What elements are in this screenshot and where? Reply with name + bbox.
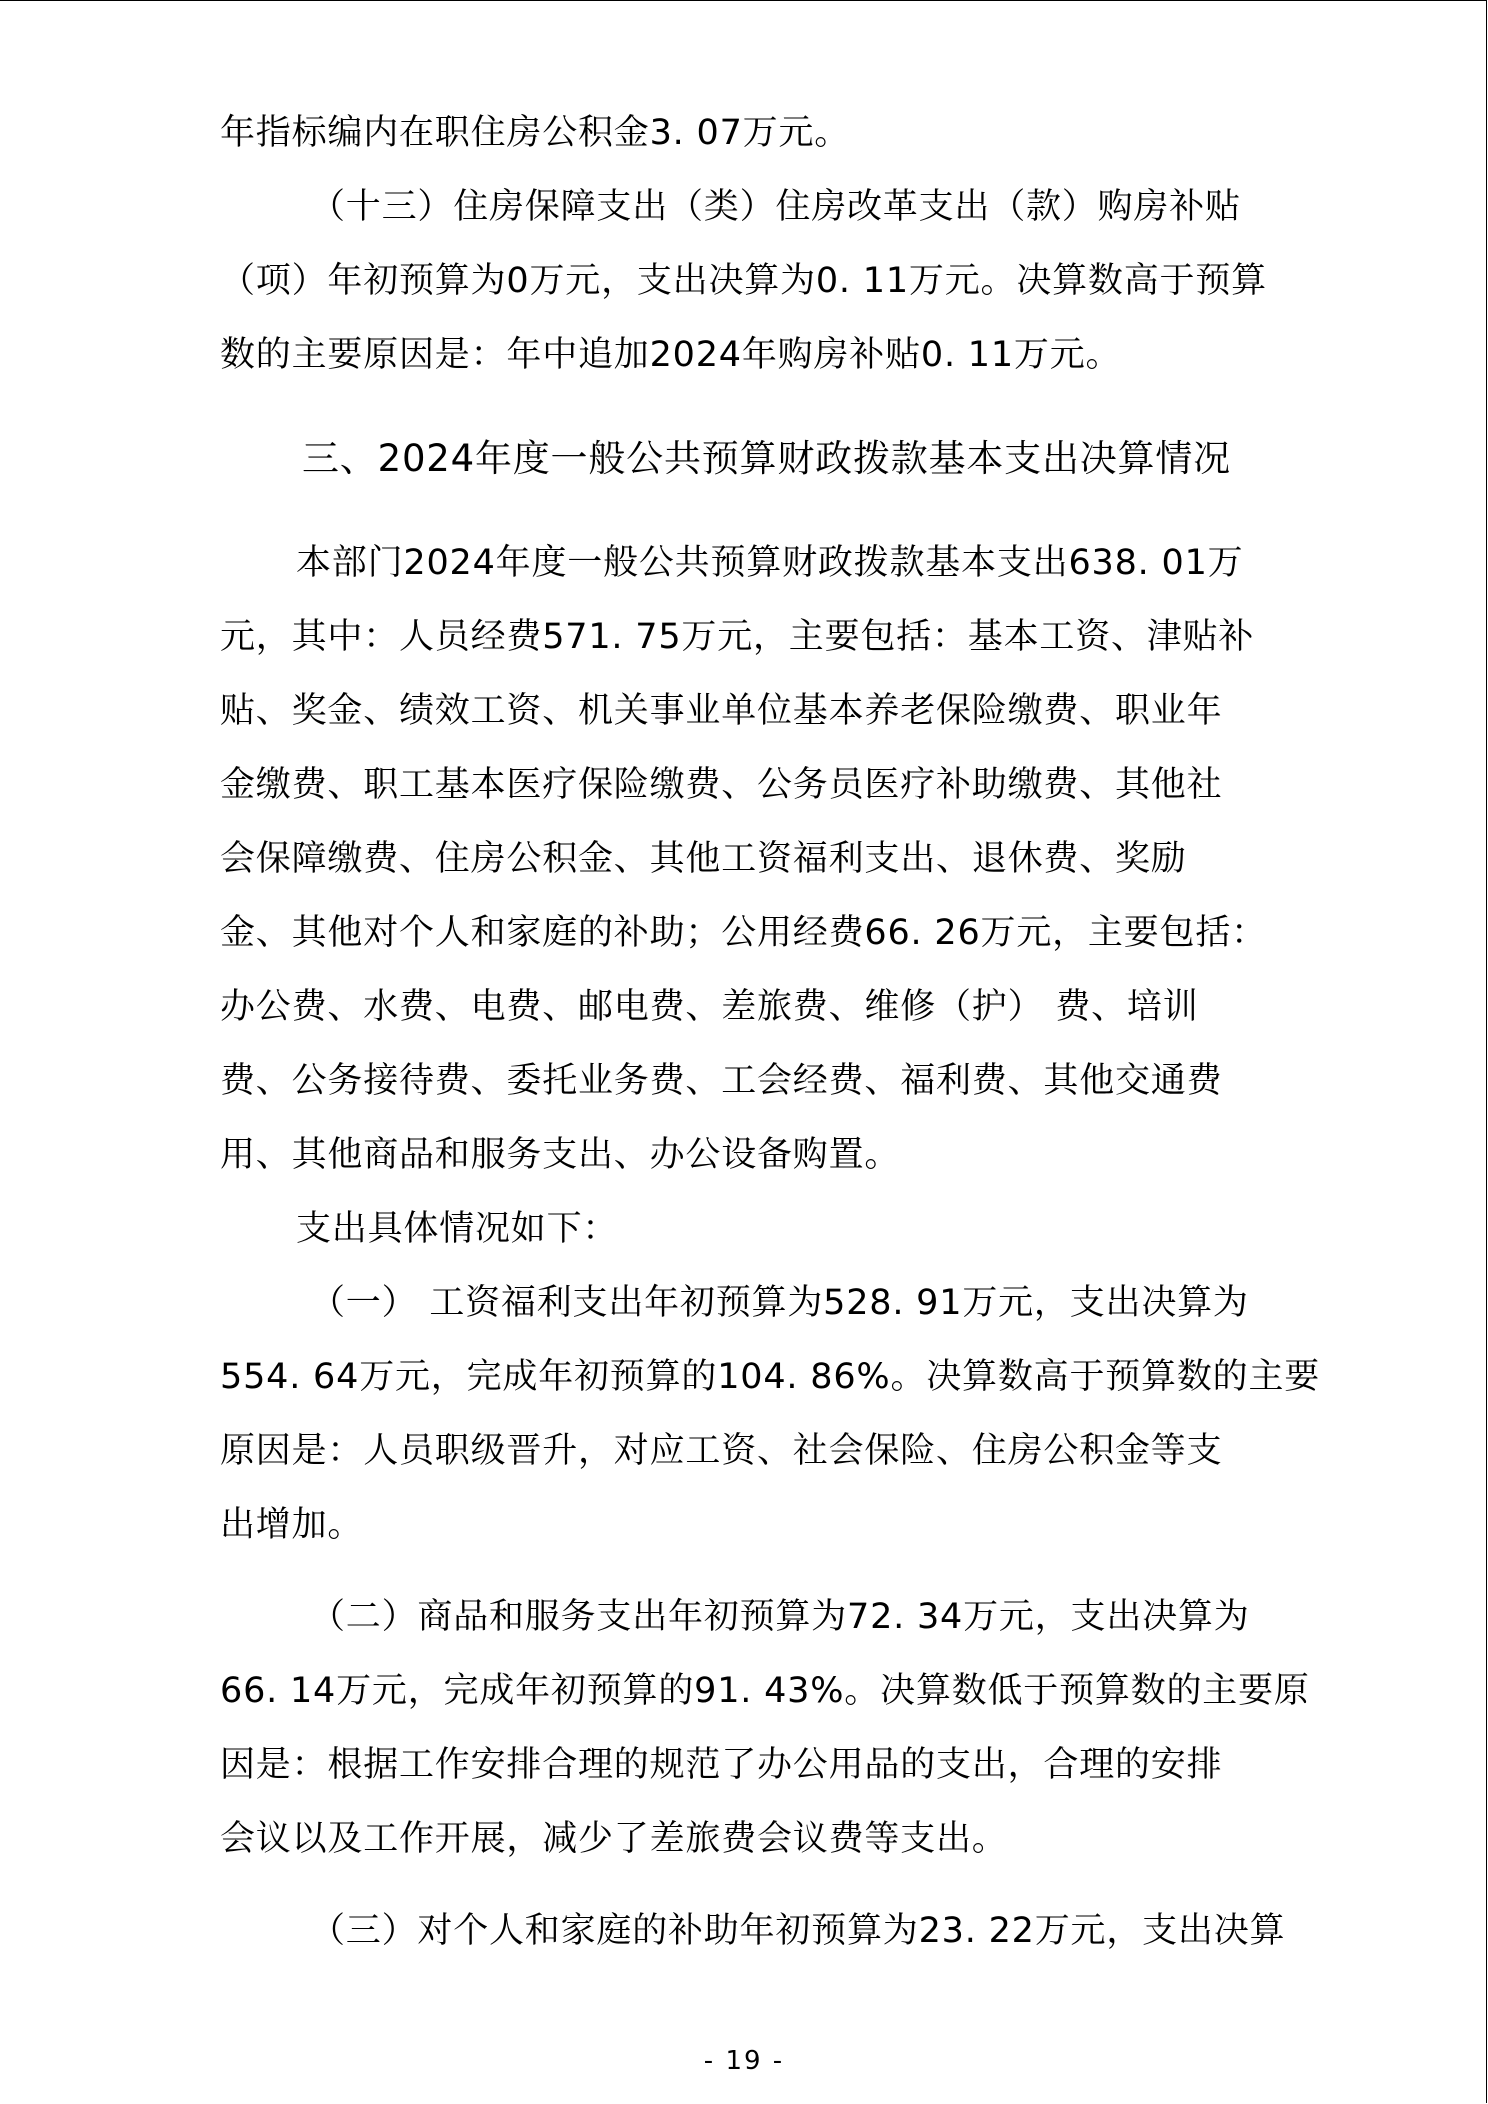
text-line: 支出具体情况如下： [296,1209,619,1249]
text-line: 金缴费、职工基本医疗保险缴费、公务员医疗补助缴费、其他社 [220,765,1223,805]
paragraph-goods-services [220,1580,1310,1876]
text-line: （一） 工资福利支出年初预算为528. 91万元，支出决算为 [310,1283,1249,1323]
text-line: 办公费、水费、电费、邮电费、差旅费、维修（护） 费、培训 [220,987,1199,1027]
paragraph-household-subsidy [220,1894,1286,1968]
text-line: 费、公务接待费、委托业务费、工会经费、福利费、其他交通费 [220,1061,1223,1101]
paragraph-details-intro [220,1192,1286,1266]
paragraph-housing-subsidy [220,170,1286,392]
text-line: （三）对个人和家庭的补助年初预算为23. 22万元，支出决算 [310,1911,1286,1951]
page-number: - 19 - [703,2046,785,2076]
text-line: 元，其中：人员经费571. 75万元，主要包括：基本工资、津贴补 [220,617,1255,657]
text-line: （二）商品和服务支出年初预算为72. 34万元，支出决算为 [310,1597,1250,1637]
text-line: 数的主要原因是：年中追加2024年购房补贴0. 11万元。 [220,335,1122,375]
text-line: 本部门2024年度一般公共预算财政拨款基本支出638. 01万 [296,543,1244,583]
paragraph-basic-expenditure [220,526,1286,1192]
section-heading: 三、2024年度一般公共预算财政拨款基本支出决算情况 [302,437,1231,480]
paragraph-wages-welfare [220,1266,1321,1562]
text-line: 554. 64万元，完成年初预算的104. 86%。决算数高于预算数的主要 [220,1357,1321,1397]
text-line: （项）年初预算为0万元，支出决算为0. 11万元。决算数高于预算 [220,261,1267,301]
text-line: 会保障缴费、住房公积金、其他工资福利支出、退休费、奖励 [220,839,1187,879]
text-line: 年指标编内在职住房公积金3. 07万元。 [220,113,851,153]
text-line: （十三）住房保障支出（类）住房改革支出（款）购房补贴 [310,187,1241,227]
text-line: 金、其他对个人和家庭的补助；公用经费66. 26万元，主要包括： [220,913,1267,953]
text-line: 用、其他商品和服务支出、办公设备购置。 [220,1135,901,1175]
text-line: 原因是：人员职级晋升，对应工资、社会保险、住房公积金等支 [220,1431,1223,1471]
text-line: 66. 14万元，完成年初预算的91. 43%。决算数低于预算数的主要原 [220,1671,1310,1711]
text-line: 会议以及工作开展，减少了差旅费会议费等支出。 [220,1819,1008,1859]
text-line: 因是：根据工作安排合理的规范了办公用品的支出，合理的安排 [220,1745,1223,1785]
text-line: 贴、奖金、绩效工资、机关事业单位基本养老保险缴费、职业年 [220,691,1223,731]
paragraph-housing-fund-tail [220,96,1286,170]
document-body [220,96,1321,1968]
text-line: 出增加。 [220,1505,364,1545]
